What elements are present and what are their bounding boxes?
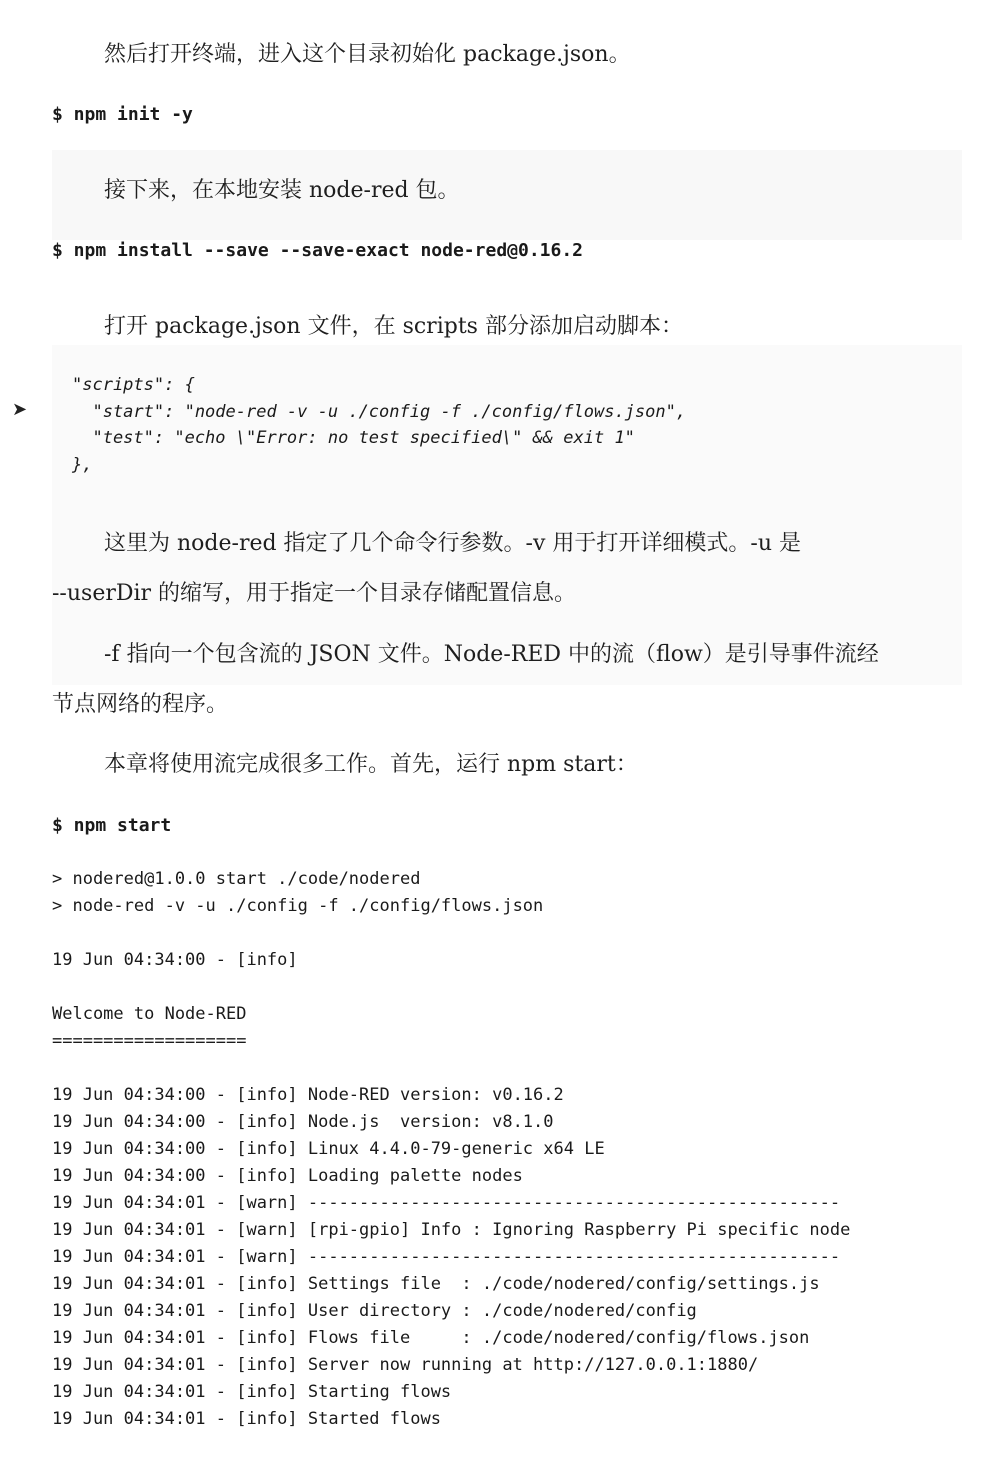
code-line: "test": "echo \"Error: no test specified\" && exit 1" — [72, 428, 635, 448]
command-npm-init: $ npm init -y — [52, 104, 193, 125]
code-block-scripts — [72, 372, 686, 478]
log-line: 19 Jun 04:34:00 - [info] Node-RED version: v0.16.2 — [52, 1085, 564, 1105]
log-line: 19 Jun 04:34:01 - [info] Settings file : ./code/nodered/config/settings.js — [52, 1274, 820, 1294]
paragraph-text: -f 指向一个包含流的 JSON 文件。Node-RED 中的流（flow）是引导事件流经 — [104, 642, 879, 667]
paragraph-init-intro — [52, 30, 962, 80]
paragraph-text: 这里为 node-red 指定了几个命令行参数。-v 用于打开详细模式。-u 是 — [104, 531, 802, 556]
log-line: 19 Jun 04:34:01 - [warn] [rpi-gpio] Info : Ignoring Raspberry Pi specific node — [52, 1220, 851, 1240]
log-line: 19 Jun 04:34:00 - [info] Linux 4.4.0-79-generic x64 LE — [52, 1139, 605, 1159]
log-line: 19 Jun 04:34:01 - [info] User directory : ./code/nodered/config — [52, 1301, 697, 1321]
terminal-header-log: 19 Jun 04:34:00 - [info] — [52, 950, 298, 970]
code-line: }, — [72, 454, 93, 475]
paragraph-text: 接下来，在本地安装 node-red 包。 — [104, 178, 460, 203]
paragraph-scripts-intro — [52, 302, 962, 352]
log-line: 19 Jun 04:34:01 - [info] Starting flows — [52, 1382, 452, 1402]
log-line: 19 Jun 04:34:00 - [info] Node.js version: v8.1.0 — [52, 1112, 554, 1132]
command-npm-start: $ npm start — [52, 815, 172, 836]
terminal-welcome — [52, 1001, 246, 1055]
paragraph-flow-explanation — [52, 630, 962, 730]
welcome-text: Welcome to Node-RED — [52, 1004, 247, 1024]
terminal-line: > node-red -v -u ./config -f ./config/flows.json — [52, 896, 544, 916]
log-line: 19 Jun 04:34:01 - [info] Flows file : ./code/nodered/config/flows.json — [52, 1328, 810, 1348]
log-line: 19 Jun 04:34:01 - [info] Started flows — [52, 1409, 441, 1429]
paragraph-text: 节点网络的程序。 — [52, 692, 229, 717]
paragraph-text: --userDir 的缩写，用于指定一个目录存储配置信息。 — [52, 581, 577, 606]
welcome-underline: =================== — [52, 1031, 247, 1051]
paragraph-text: 打开 package.json 文件，在 scripts 部分添加启动脚本： — [104, 314, 683, 339]
terminal-npm-output — [52, 866, 543, 920]
terminal-line: > nodered@1.0.0 start ./code/nodered — [52, 869, 421, 889]
arrow-marker-icon: ➤ — [12, 399, 28, 420]
log-line: 19 Jun 04:34:00 - [info] Loading palette nodes — [52, 1166, 523, 1186]
paragraph-text: 本章将使用流完成很多工作。首先，运行 npm start： — [104, 752, 638, 777]
log-line: 19 Jun 04:34:01 - [warn] ---------------------------------------------------- — [52, 1193, 841, 1213]
paragraph-text: 然后打开终端，进入这个目录初始化 package.json。 — [104, 42, 631, 67]
command-npm-install: $ npm install --save --save-exact node-red@0.16.2 — [52, 240, 584, 261]
log-line: 19 Jun 04:34:01 - [info] Server now running at http://127.0.0.1:1880/ — [52, 1355, 759, 1375]
paragraph-start-intro — [52, 740, 962, 790]
terminal-log — [52, 1082, 850, 1433]
paragraph-install-intro — [52, 166, 962, 216]
paragraph-flags-explanation — [52, 519, 962, 619]
code-line: "start": "node-red -v -u ./config -f ./config/flows.json", — [72, 401, 687, 422]
code-line: "scripts": { — [72, 375, 195, 395]
log-line: 19 Jun 04:34:01 - [warn] ---------------------------------------------------- — [52, 1247, 841, 1267]
